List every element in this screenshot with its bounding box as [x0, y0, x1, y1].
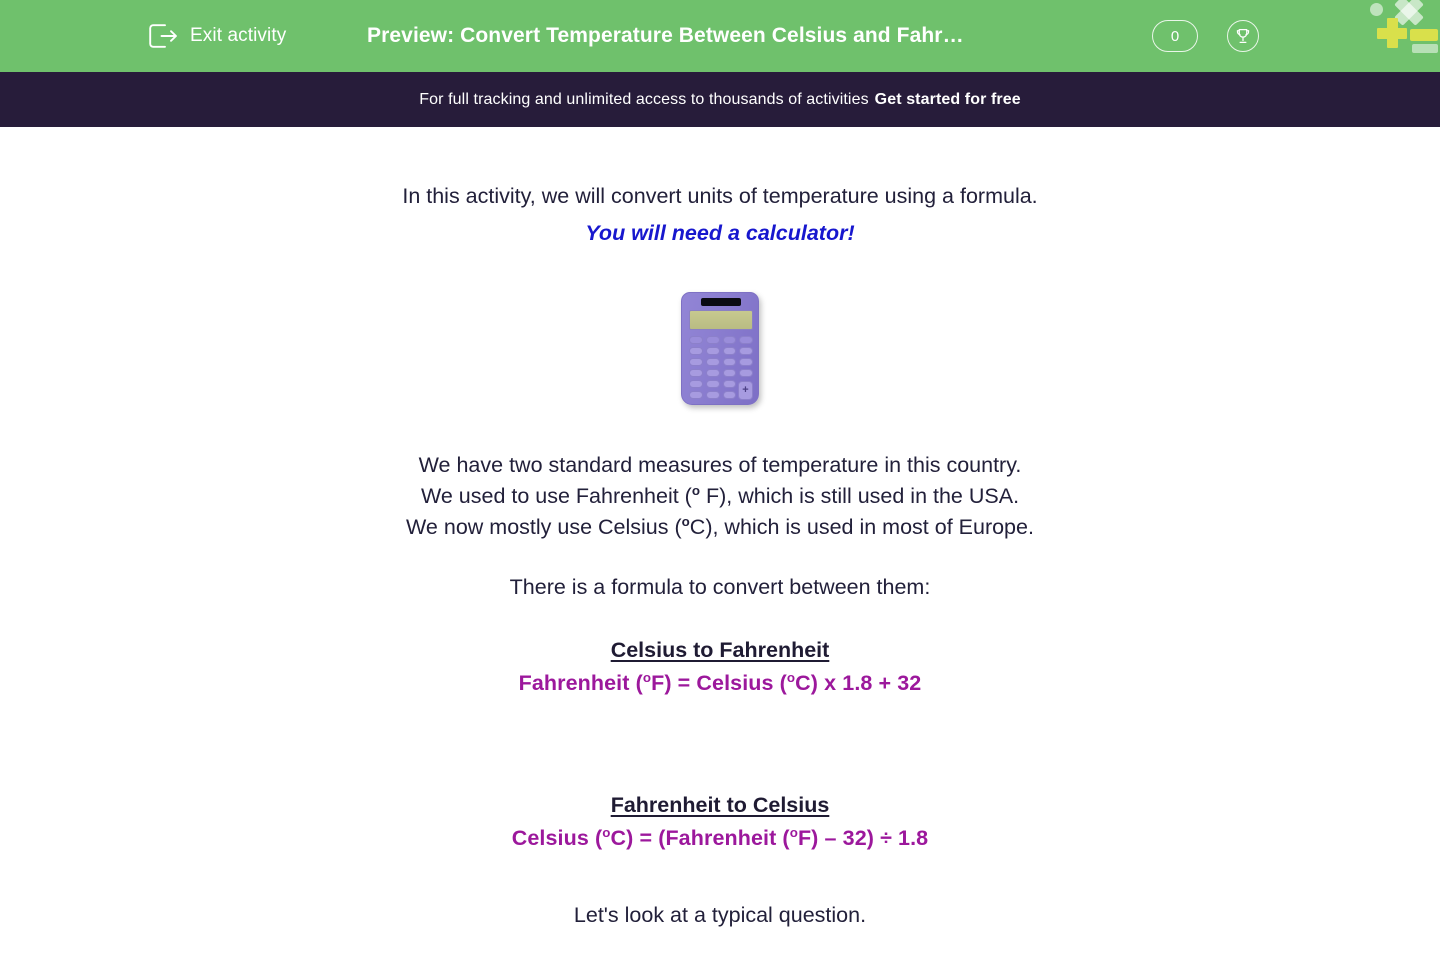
- explanation-line-2: We used to use Fahrenheit ($^o$ F), which is still used in the USA.: [420, 482, 1020, 508]
- explanation-paragraph: [0, 450, 1440, 542]
- formula-title: Celsius to Fahrenheit: [610, 638, 830, 663]
- calculator-image-wrapper: [0, 292, 1440, 405]
- exit-activity-label: Exit activity: [190, 25, 287, 46]
- calculator-solar-panel: [701, 298, 741, 306]
- degree-symbol: o: [691, 482, 701, 498]
- formula-equation: Celsius ($^o$C) = (Fahrenheit ($^o$F) – 32) ÷ 1.8: [511, 825, 929, 851]
- formula-title: Fahrenheit to Celsius: [610, 793, 830, 818]
- explanation-line-1: We have two standard measures of temperature in this country.: [418, 453, 1022, 478]
- degree-symbol: o: [681, 513, 690, 529]
- intro-line-1: In this activity, we will convert units of temperature using a formula.: [402, 184, 1038, 208]
- score-badge[interactable]: 0: [1152, 20, 1198, 52]
- degree-symbol: o: [602, 825, 611, 841]
- degree-symbol: o: [642, 670, 652, 686]
- get-started-link[interactable]: Get started for free: [874, 90, 1021, 108]
- activity-content: [0, 181, 1440, 954]
- closing-line: Let's look at a typical question.: [573, 903, 867, 928]
- calculator-keypad: [689, 336, 753, 400]
- explanation-line-3: We now mostly use Celsius ($^o$C), which is used in most of Europe.: [406, 513, 1034, 539]
- intro-line-2: You will need a calculator!: [585, 220, 855, 245]
- formula-block-celsius-to-fahrenheit: [0, 638, 1440, 696]
- app-header: [0, 0, 1440, 72]
- exit-logout-icon: [148, 23, 178, 49]
- exit-activity-button[interactable]: [148, 23, 286, 49]
- page-title: Preview: Convert Temperature Between Celsius and Fahr…: [367, 24, 964, 47]
- calculator-icon: [681, 292, 759, 405]
- formula-equation: Fahrenheit ($^o$F) = Celsius ($^o$C) x 1.8 + 32: [518, 670, 922, 696]
- calculator-display: [689, 310, 753, 330]
- header-right-controls: [1152, 0, 1440, 72]
- calculator-plus-key: +: [738, 381, 753, 400]
- promo-text: For full tracking and unlimited access to thousands of activities: [419, 90, 869, 108]
- trophy-icon: [1234, 27, 1252, 45]
- degree-symbol: o: [789, 825, 798, 841]
- formula-intro: There is a formula to convert between them:: [509, 575, 931, 600]
- degree-symbol: o: [786, 670, 796, 686]
- formula-block-fahrenheit-to-celsius: [0, 793, 1440, 851]
- promo-banner: [0, 72, 1440, 127]
- trophy-button[interactable]: [1227, 20, 1259, 52]
